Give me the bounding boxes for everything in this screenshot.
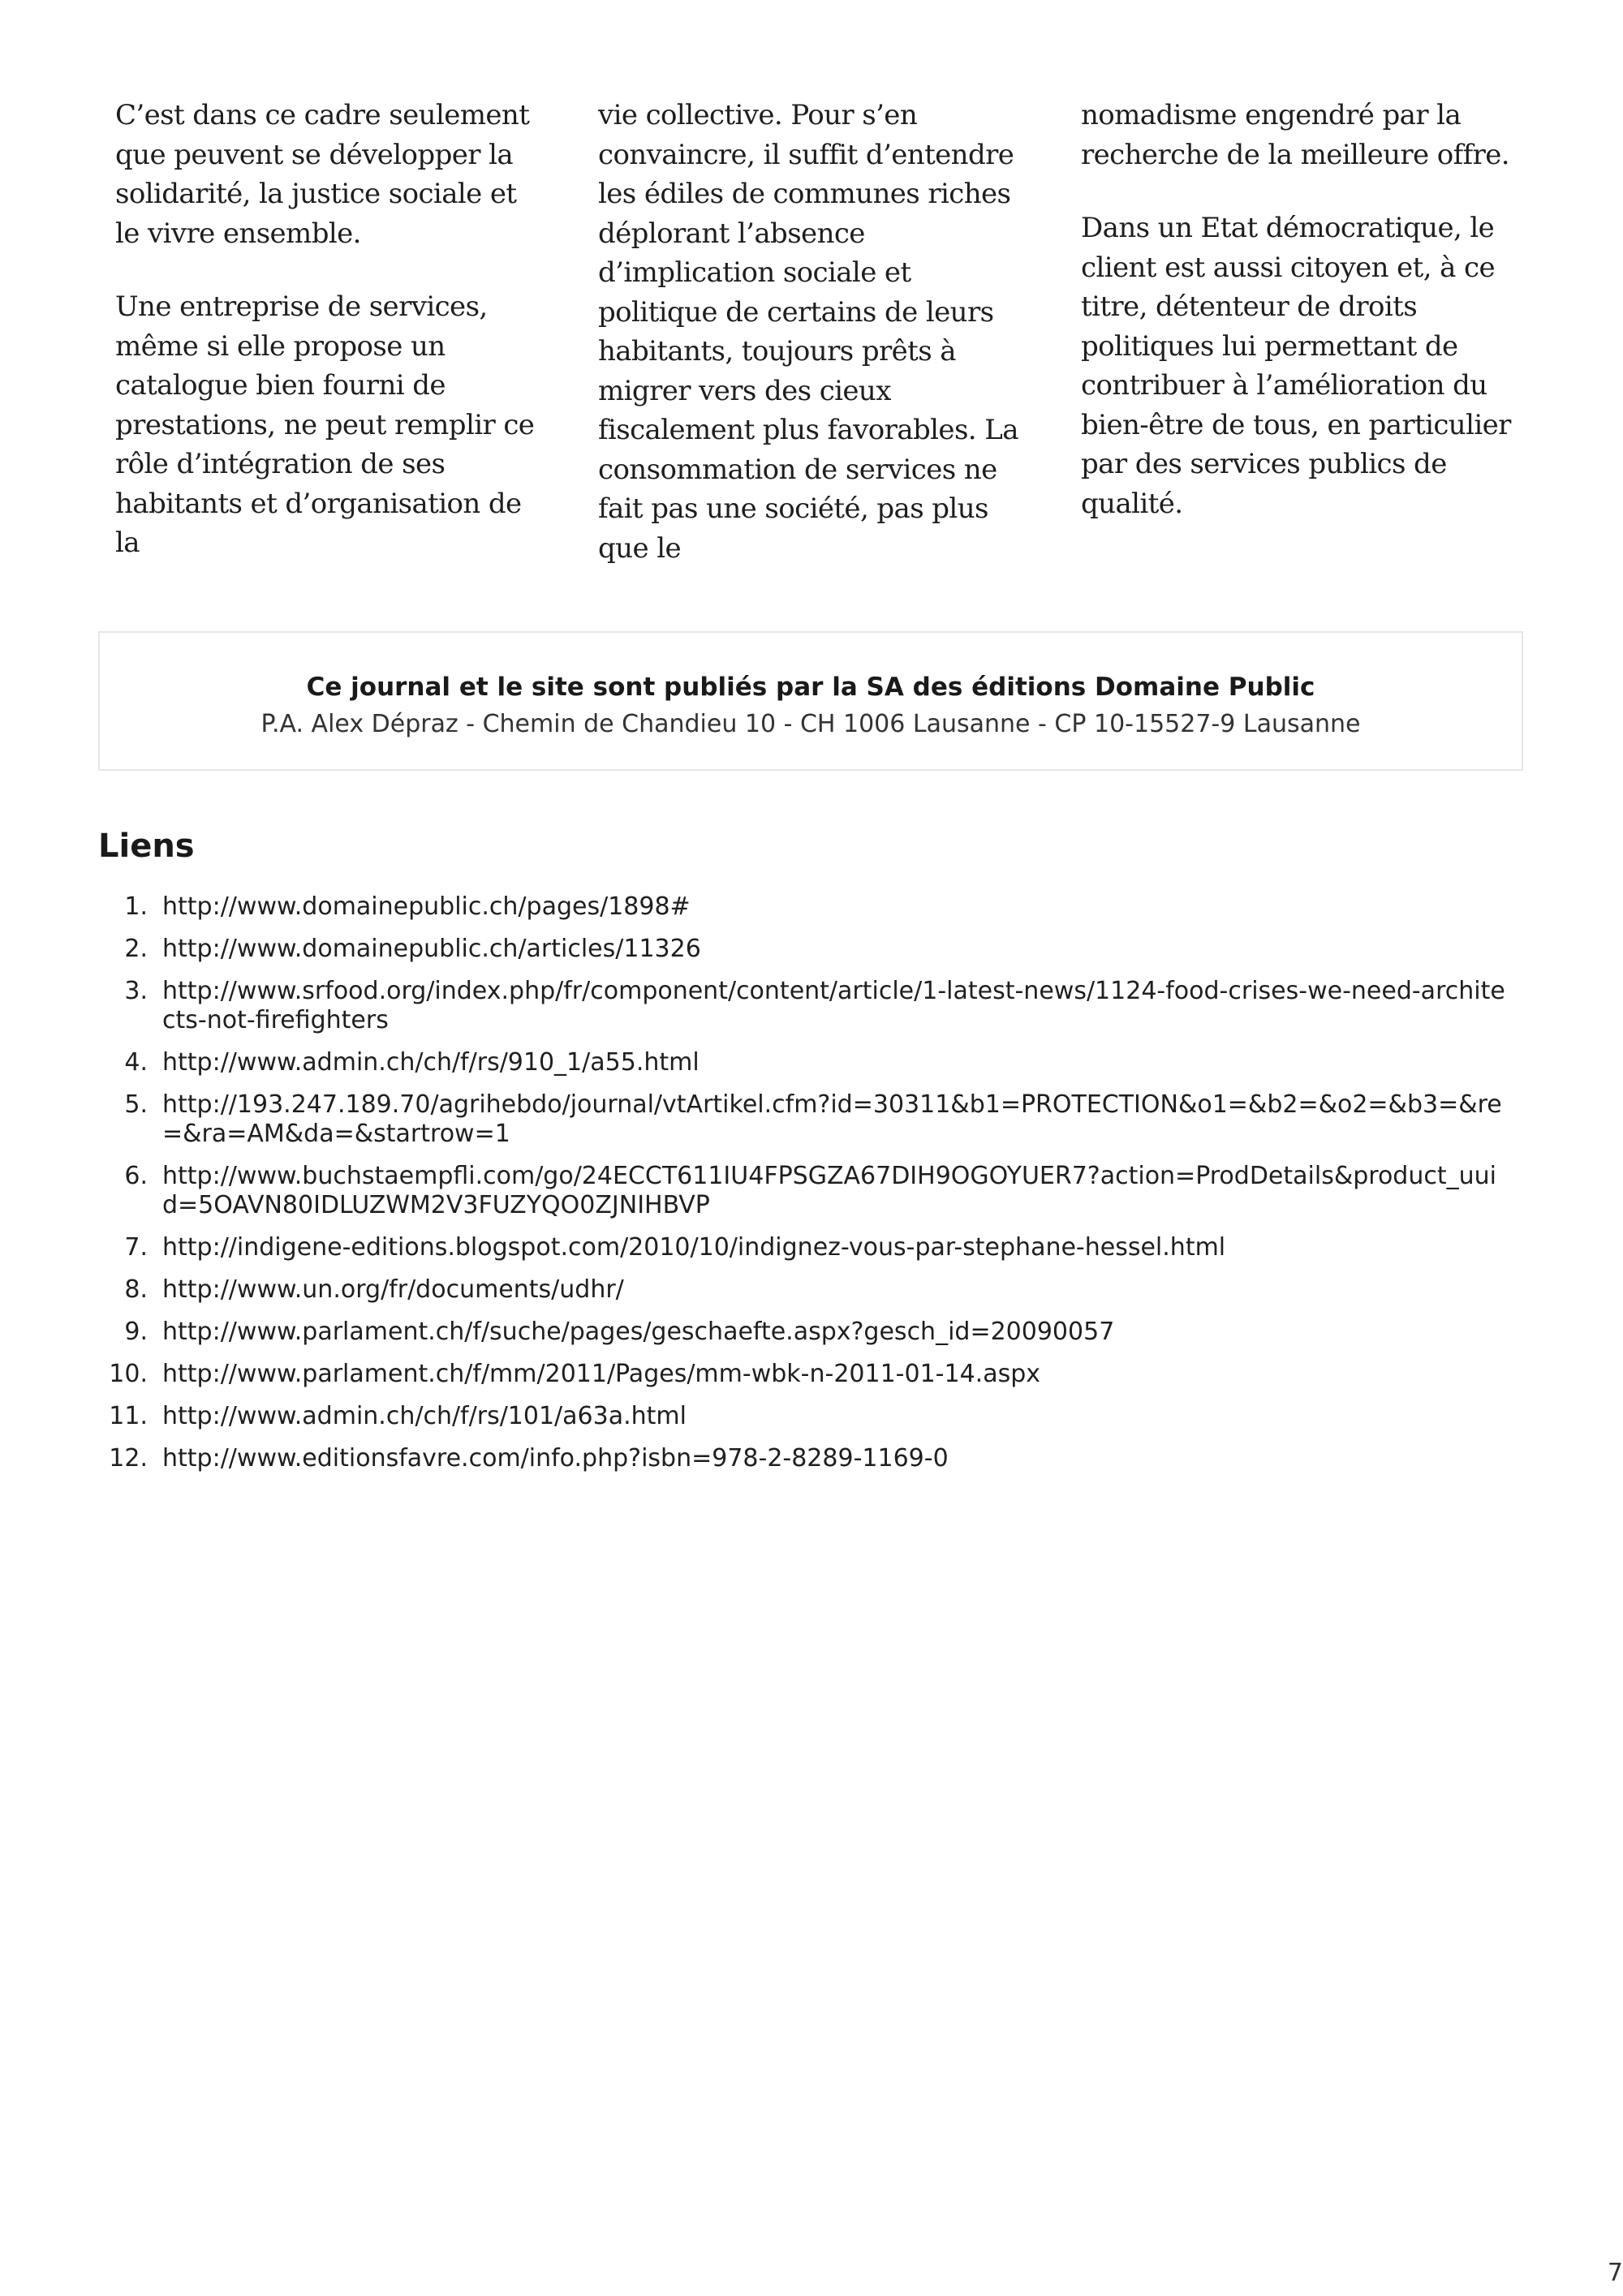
link-url[interactable]: http://www.buchstaempfli.com/go/24ECCT611IU4FPSGZA67DIH9OGOYUER7?action=ProdDetails&product_uuid=5OAVN80IDLUZWM2V3FUZYQO0ZJNIHBVP [162,1162,1496,1219]
link-url[interactable]: http://www.admin.ch/ch/f/rs/101/a63a.html [162,1402,687,1430]
link-item [97,1162,1509,1220]
link-item [97,1318,1509,1347]
article-columns [115,96,1511,568]
link-number: 4. [124,1048,148,1077]
link-item [97,1090,1509,1149]
link-url[interactable]: http://www.srfood.org/index.php/fr/component/content/article/1-latest-news/1124-food-crises-we-need-architects-not-firefighters [162,977,1505,1034]
publisher-box [98,631,1523,771]
link-url[interactable]: http://indigene-editions.blogspot.com/2010/10/indignez-vous-par-stephane-hessel.html [162,1233,1226,1262]
link-number: 6. [124,1162,148,1190]
article-paragraph: Une entreprise de services, même si elle propose un catalogue bien fourni de prestations, ne peut remplir ce rôle d’intégration de ses habitants et d’organisation de la [115,290,535,559]
link-item [97,1444,1509,1473]
link-number: 7. [124,1233,148,1262]
page-number: 7 [1607,2259,1623,2287]
link-url[interactable]: http://www.editionsfavre.com/info.php?isbn=978-2-8289-1169-0 [162,1444,949,1473]
article-column-3 [1081,96,1511,568]
link-url[interactable]: http://www.domainepublic.ch/articles/11326 [162,935,701,963]
article-paragraph: C’est dans ce cadre seulement que peuvent se développer la solidarité, la justice sociale et le vivre ensemble. [115,99,530,250]
link-number: 12. [109,1444,148,1473]
link-item [97,1275,1509,1305]
link-item [97,977,1509,1035]
link-item [97,1233,1509,1262]
article-paragraph: Dans un Etat démocratique, le client est aussi citoyen et, à ce titre, détenteur de droits politiques lui permettant de contribuer à l’amélioration du bien-être de tous, en particulier par des services publics de qualité. [1081,212,1511,520]
links-heading: Liens [98,828,195,865]
article-column-1 [115,96,545,568]
link-url[interactable]: http://www.parlament.ch/f/mm/2011/Pages/mm-wbk-n-2011-01-14.aspx [162,1360,1041,1388]
link-number: 2. [124,935,148,963]
link-url[interactable]: http://www.parlament.ch/f/suche/pages/geschaefte.aspx?gesch_id=20090057 [162,1318,1115,1346]
link-item [97,892,1509,922]
links-list [97,892,1509,1486]
article-column-2 [598,96,1028,568]
link-number: 5. [124,1090,148,1119]
link-url[interactable]: http://www.domainepublic.ch/pages/1898# [162,892,691,921]
article-paragraph: nomadisme engendré par la recherche de la meilleure offre. [1081,99,1510,171]
link-url[interactable]: http://www.admin.ch/ch/f/rs/910_1/a55.html [162,1048,700,1077]
link-item [97,1402,1509,1431]
link-number: 9. [124,1318,148,1346]
link-number: 11. [109,1402,148,1430]
link-number: 3. [124,977,148,1005]
link-item [97,1048,1509,1077]
link-number: 10. [109,1360,148,1388]
link-url[interactable]: http://www.un.org/fr/documents/udhr/ [162,1275,624,1304]
link-url[interactable]: http://193.247.189.70/agrihebdo/journal/vtArtikel.cfm?id=30311&b1=PROTECTION&o1=&b2=&o2=&b3=&re=&ra=AM&da=&startrow=1 [162,1090,1502,1148]
link-number: 1. [124,892,148,921]
article-paragraph: vie collective. Pour s’en convaincre, il suffit d’entendre les édiles de communes riches déplorant l’absence d’implication sociale et politique de certains de leurs habitants, toujours prêts à migrer vers des cieux fiscalement plus favorables. La consommation de services ne fait pas une société, pas plus que le [598,99,1018,565]
link-number: 8. [124,1275,148,1304]
link-item [97,1360,1509,1389]
publisher-title: Ce journal et le site sont publiés par la SA des éditions Domaine Public [306,673,1315,702]
publisher-address: P.A. Alex Dépraz - Chemin de Chandieu 10 - CH 1006 Lausanne - CP 10-15527-9 Lausanne [260,710,1361,738]
link-item [97,935,1509,964]
